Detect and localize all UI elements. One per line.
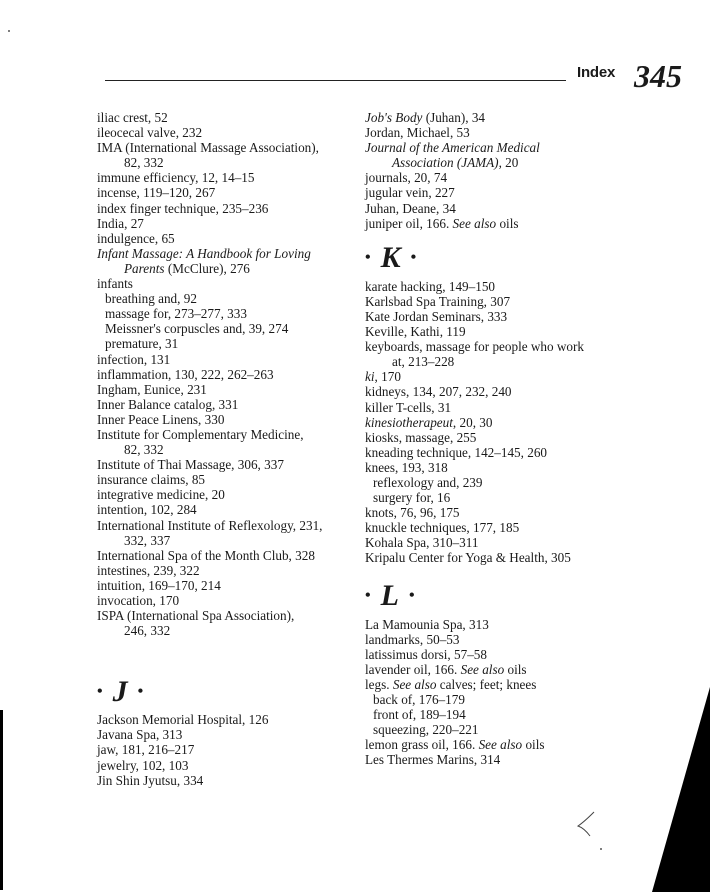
index-entry-continuation	[97, 261, 355, 276]
index-entry	[365, 677, 625, 692]
index-entry	[365, 216, 625, 231]
bullet-icon: •	[365, 249, 371, 267]
index-subentry: squeezing, 220–221	[373, 722, 479, 738]
index-entry: La Mamounia Spa, 313	[365, 616, 489, 632]
see-also: See also	[452, 215, 497, 231]
index-entry: kidneys, 134, 207, 232, 240	[365, 384, 512, 400]
index-entry-continuation: 82, 332	[124, 155, 164, 171]
entry-text: (Juhan), 34	[422, 110, 486, 125]
index-entry: IMA (International Massage Association),	[97, 140, 319, 156]
index-entry: infection, 131	[97, 351, 171, 367]
index-entry: Inner Peace Linens, 330	[97, 411, 225, 427]
index-entry	[365, 662, 625, 677]
index-entry: ileocecal valve, 232	[97, 125, 203, 141]
header-rule	[105, 80, 566, 81]
section-heading-l	[365, 575, 625, 617]
index-entry: Juhan, Deane, 34	[365, 200, 456, 216]
journal-title: Association (JAMA)	[392, 155, 499, 171]
entry-text: , 170	[374, 369, 401, 385]
index-entry: immune efficiency, 12, 14–15	[97, 170, 255, 186]
index-entry: jaw, 181, 216–217	[97, 742, 195, 758]
index-entry-continuation: 246, 332	[124, 623, 171, 639]
entry-text: oils	[504, 661, 527, 677]
index-entry: index finger technique, 235–236	[97, 200, 269, 216]
index-subentry: premature, 31	[105, 336, 179, 352]
index-subentry: front of, 189–194	[373, 707, 466, 723]
index-column-left	[97, 110, 355, 788]
index-entry: intention, 102, 284	[97, 502, 197, 518]
index-entry-continuation: 82, 332	[124, 442, 164, 458]
see-also: See also	[392, 676, 437, 692]
index-entry: knuckle techniques, 177, 185	[365, 520, 520, 536]
entry-text: calves; feet; knees	[436, 676, 537, 692]
bullet-icon: •	[97, 682, 103, 700]
index-entry: Inner Balance catalog, 331	[97, 396, 239, 412]
index-subentry: reflexology and, 239	[373, 474, 483, 490]
index-entry	[365, 369, 625, 384]
index-entry: Kohala Spa, 310–311	[365, 535, 479, 551]
index-entry: Jin Shin Jyutsu, 334	[97, 772, 204, 788]
index-entry: India, 27	[97, 215, 144, 231]
section-letter: J	[112, 674, 128, 708]
index-entry: Javana Spa, 313	[97, 727, 183, 743]
index-entry: Jackson Memorial Hospital, 126	[97, 712, 269, 728]
index-entry: intestines, 239, 322	[97, 562, 200, 578]
index-subentry: massage for, 273–277, 333	[105, 306, 247, 322]
scan-edge-mark	[0, 710, 3, 890]
index-entry: Institute of Thai Massage, 306, 337	[97, 457, 284, 473]
index-entry-continuation: at, 213–228	[392, 354, 455, 370]
index-subentry: back of, 176–179	[373, 692, 465, 707]
entry-text: juniper oil, 166.	[365, 215, 453, 231]
section-heading-j	[97, 670, 355, 712]
page-number: 345	[634, 58, 682, 94]
index-subentry: Meissner's corpuscles and, 39, 274	[105, 321, 289, 337]
running-head: Index	[577, 64, 616, 81]
entry-text: lavender oil, 166.	[365, 661, 461, 677]
index-entry: invocation, 170	[97, 593, 180, 608]
index-entry: intuition, 169–170, 214	[97, 577, 221, 593]
index-entry: integrative medicine, 20	[97, 487, 225, 503]
section-heading-k	[365, 237, 625, 279]
index-entry: inflammation, 130, 222, 262–263	[97, 366, 274, 382]
index-entry	[365, 737, 625, 752]
index-entry: Karlsbad Spa Training, 307	[365, 293, 511, 309]
index-entry: jewelry, 102, 103	[97, 757, 189, 773]
entry-text: legs.	[365, 676, 393, 692]
scan-corner-shadow	[652, 687, 710, 892]
entry-text: lemon grass oil, 166.	[365, 737, 479, 753]
index-entry: journals, 20, 74	[365, 170, 448, 186]
see-also: See also	[478, 737, 523, 753]
index-entry: jugular vein, 227	[365, 185, 455, 201]
pen-stroke-mark	[572, 808, 602, 848]
entry-text: , 20, 30	[452, 414, 493, 430]
index-entry: latissimus dorsi, 57–58	[365, 646, 487, 662]
index-entry: karate hacking, 149–150	[365, 278, 496, 294]
index-entry: Jordan, Michael, 53	[365, 125, 470, 141]
entry-text: , 20	[498, 155, 519, 171]
bullet-icon: •	[408, 586, 415, 604]
book-title: Job's Body	[365, 110, 423, 125]
entry-text: oils	[496, 215, 519, 231]
scan-speck	[8, 30, 10, 32]
entry-text: oils	[522, 737, 545, 753]
entry-text: (McClure), 276	[164, 260, 250, 276]
index-entry: Ingham, Eunice, 231	[97, 381, 207, 397]
index-entry: International Spa of the Month Club, 328	[97, 547, 315, 563]
index-entry: incense, 119–120, 267	[97, 185, 216, 201]
index-entry: Kate Jordan Seminars, 333	[365, 308, 508, 324]
book-title: Parents	[124, 260, 165, 276]
index-entry: International Institute of Reflexology, 231,	[97, 517, 323, 533]
index-entry: insurance claims, 85	[97, 472, 206, 488]
index-entry: Journal of the American Medical	[365, 140, 540, 156]
index-entry: landmarks, 50–53	[365, 631, 460, 647]
index-entry: Les Thermes Marins, 314	[365, 752, 501, 768]
index-entry: killer T-cells, 31	[365, 399, 452, 415]
term-italic: ki	[365, 369, 375, 385]
section-letter: L	[380, 578, 399, 612]
index-entry: infants	[97, 276, 133, 292]
index-entry	[365, 110, 625, 125]
index-entry: indulgence, 65	[97, 230, 175, 246]
index-entry: kneading technique, 142–145, 260	[365, 444, 548, 460]
index-subentry: surgery for, 16	[373, 490, 451, 506]
index-entry	[365, 415, 625, 430]
index-entry: Keville, Kathi, 119	[365, 324, 466, 340]
bullet-icon: •	[365, 586, 371, 604]
index-column-right	[365, 110, 625, 767]
index-entry: Kripalu Center for Yoga & Health, 305	[365, 550, 571, 566]
index-entry: knots, 76, 96, 175	[365, 505, 460, 521]
section-letter: K	[380, 241, 401, 275]
index-subentry: breathing and, 92	[105, 291, 197, 307]
index-entry: iliac crest, 52	[97, 110, 168, 125]
index-entry-continuation	[365, 155, 625, 170]
index-entry: Institute for Complementary Medicine,	[97, 426, 304, 442]
term-italic: kinesiotherapeut	[365, 414, 453, 430]
bullet-icon: •	[410, 249, 417, 267]
see-also: See also	[460, 661, 505, 677]
index-entry-continuation: 332, 337	[124, 532, 171, 548]
index-entry: Infant Massage: A Handbook for Loving	[97, 245, 311, 261]
index-entry: kiosks, massage, 255	[365, 429, 477, 445]
index-entry: knees, 193, 318	[365, 459, 448, 475]
bullet-icon: •	[137, 682, 144, 700]
scan-speck	[600, 848, 602, 850]
index-entry: ISPA (International Spa Association),	[97, 608, 295, 624]
index-entry: keyboards, massage for people who work	[365, 339, 584, 355]
